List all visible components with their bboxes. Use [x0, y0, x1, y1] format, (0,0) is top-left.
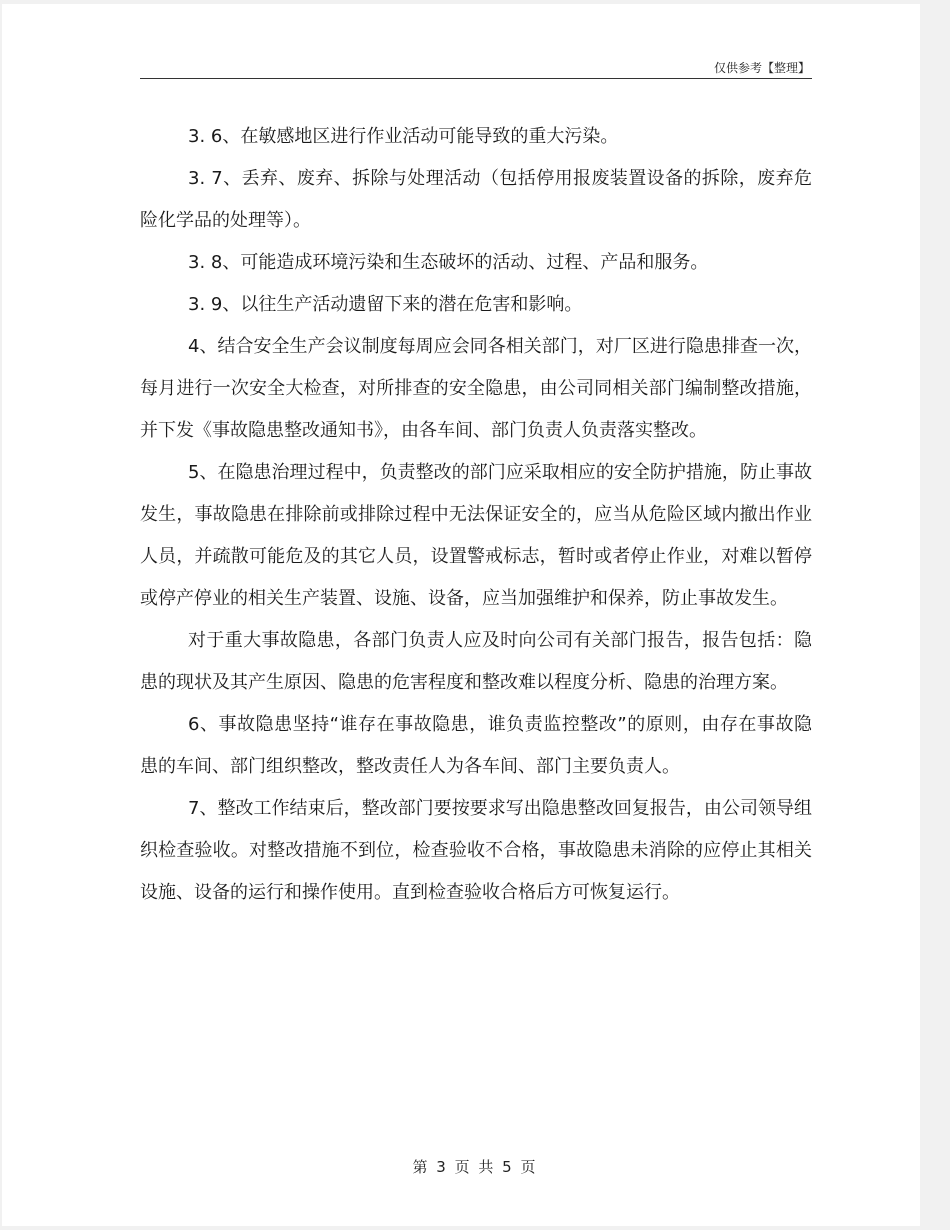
paragraph-3-7: 3. 7、丢弃、废弃、拆除与处理活动（包括停用报废装置设备的拆除，废弃危险化学品的处理等）。	[140, 168, 812, 231]
header-rule	[140, 78, 812, 79]
page-footer: 第 3 页 共 5 页	[412, 1158, 538, 1176]
paragraph-5: 5、在隐患治理过程中，负责整改的部门应采取相应的安全防护措施，防止事故发生，事故隐患在排除前或排除过程中无法保证安全的，应当从危险区域内撤出作业人员，并疏散可能危及的其它人员，设置警戒标志，暂时或者停止作业，对难以暂停或停产停业的相关生产装置、设施、设备，应当加强维护和保养，防止事故发生。	[140, 462, 812, 609]
paragraph-3-9: 3. 9、以往生产活动遗留下来的潜在危害和影响。	[188, 294, 583, 315]
paragraph-4: 4、结合安全生产会议制度每周应会同各相关部门，对厂区进行隐患排查一次，每月进行一次安全大检查，对所排查的安全隐患，由公司同相关部门编制整改措施，并下发《事故隐患整改通知书》，由各车间、部门负责人负责落实整改。	[140, 336, 812, 441]
document-page	[2, 4, 920, 1226]
paragraph-3-6: 3. 6、在敏感地区进行作业活动可能导致的重大污染。	[188, 126, 619, 147]
paragraph-3-8: 3. 8、可能造成环境污染和生态破坏的活动、过程、产品和服务。	[188, 252, 709, 273]
paragraph-6: 6、事故隐患坚持“谁存在事故隐患，谁负责监控整改”的原则，由存在事故隐患的车间、部门组织整改，整改责任人为各车间、部门主要负责人。	[140, 714, 812, 777]
document-body	[140, 116, 812, 914]
paragraph-7: 7、整改工作结束后，整改部门要按要求写出隐患整改回复报告，由公司领导组织检查验收。对整改措施不到位，检查验收不合格，事故隐患未消除的应停止其相关设施、设备的运行和操作使用。直到检查验收合格后方可恢复运行。	[140, 798, 812, 903]
header-note: 仅供参考【整理】	[713, 61, 810, 75]
paragraph-major-hazard-report: 对于重大事故隐患，各部门负责人应及时向公司有关部门报告，报告包括：隐患的现状及其产生原因、隐患的危害程度和整改难以程度分析、隐患的治理方案。	[140, 630, 812, 693]
